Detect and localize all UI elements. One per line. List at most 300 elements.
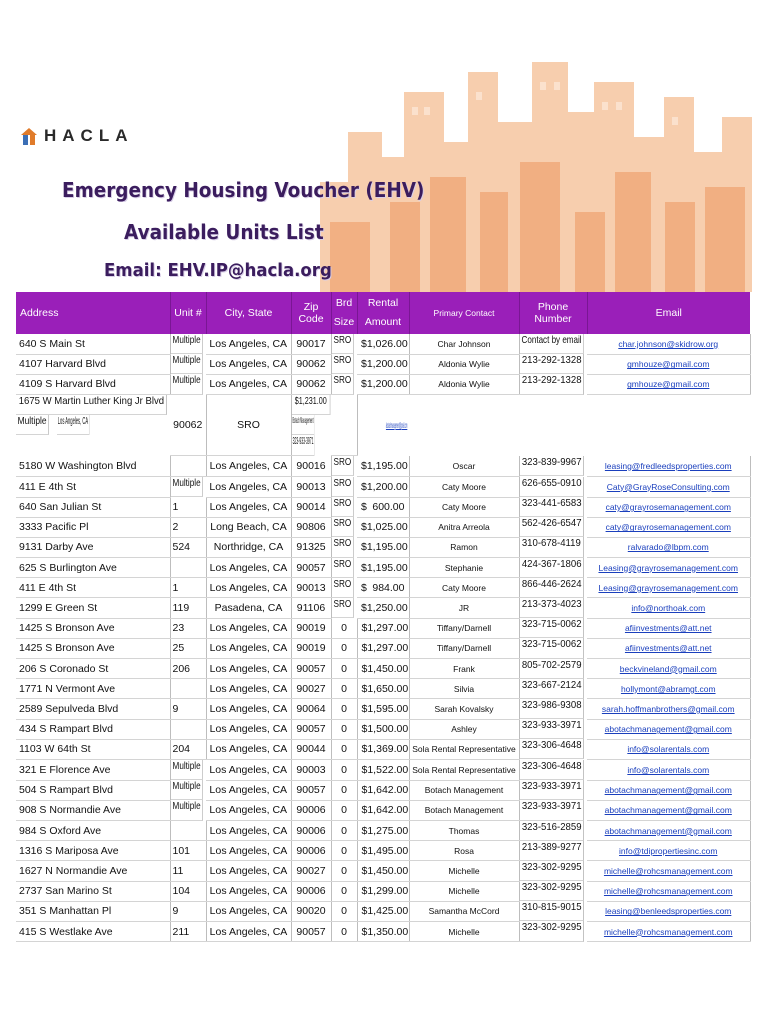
table-row: [16, 861, 750, 881]
cell-rent: [292, 395, 330, 415]
rent-value: 1,450.00: [367, 662, 409, 675]
header-zip: Zip Code: [291, 292, 331, 334]
cell-city: Los Angeles, CA: [206, 497, 291, 517]
cell-email: [587, 578, 750, 598]
rent-value: 1,195.00: [366, 459, 408, 472]
cell-phone: 310-815-9015: [520, 901, 584, 921]
cell-city: Los Angeles, CA: [57, 415, 89, 435]
currency-symbol: $: [361, 925, 368, 938]
cell-city: Los Angeles, CA: [206, 800, 291, 820]
cell-address: 4107 Harvard Blvd: [16, 354, 170, 374]
cell-rent: [357, 476, 409, 497]
cell-contact: Aldonia Wylie: [409, 374, 519, 394]
rent-value: 1,369.00: [367, 743, 409, 756]
cell-address: 984 S Oxford Ave: [16, 821, 170, 841]
cell-rent: [357, 821, 409, 841]
cell-unit: Multiple: [16, 415, 49, 435]
cell-bed-size: SRO: [332, 456, 354, 476]
cell-address: 321 E Florence Ave: [16, 759, 170, 780]
cell-phone: 323-306-4648: [520, 739, 584, 759]
cell-contact: Tiffany/Darnell: [409, 618, 519, 638]
currency-symbol: $: [361, 784, 368, 797]
currency-symbol: $: [361, 662, 368, 675]
rent-value: 1,275.00: [367, 824, 409, 837]
cell-rent: [357, 759, 409, 780]
rent-value: 1,642.00: [367, 784, 409, 797]
cell-rent: [357, 354, 409, 374]
cell-city: Los Angeles, CA: [206, 921, 291, 941]
cell-bed-size: SRO: [332, 477, 354, 497]
cell-zip: 90027: [291, 861, 331, 881]
table-row: [16, 759, 750, 780]
cell-contact: Botach Management: [292, 415, 314, 435]
cell-contact: Michelle: [409, 881, 519, 901]
cell-unit: 1: [170, 497, 206, 517]
email-link[interactable]: Leasing@grayrosemanagement.com: [598, 582, 738, 593]
table-row: [16, 598, 750, 618]
cell-rent: [357, 598, 409, 618]
currency-symbol: $: [361, 844, 368, 857]
cell-address: 415 S Westlake Ave: [16, 921, 170, 941]
email-link[interactable]: michelle@rohcsmanagement.com: [603, 886, 733, 897]
cell-zip: 90062: [170, 395, 206, 456]
cell-zip: 90003: [291, 759, 331, 780]
cell-rent: [357, 881, 409, 901]
currency-symbol: $: [361, 763, 368, 776]
email-link[interactable]: hollymont@abramgt.com: [620, 683, 716, 694]
table-row: [16, 821, 750, 841]
cell-contact: Aldonia Wylie: [409, 354, 519, 374]
cell-unit: 204: [170, 739, 206, 759]
rent-value: 1,250.00: [366, 602, 408, 615]
cell-city: Los Angeles, CA: [206, 354, 291, 374]
cell-unit: Multiple: [171, 760, 203, 780]
cell-phone: 323-306-4648: [520, 760, 584, 780]
currency-symbol: $: [361, 501, 367, 514]
title-email: Email: EHV.IP@hacla.org: [104, 260, 332, 281]
email-link[interactable]: info@solarentals.com: [627, 764, 710, 775]
cell-bed-size: 0: [331, 679, 357, 699]
header-phone: Phone Number: [519, 292, 587, 334]
cell-unit: 9: [170, 901, 206, 921]
cell-phone: Contact by email: [520, 334, 584, 354]
table-body: [16, 334, 750, 942]
cell-rent: [357, 659, 409, 679]
cell-phone: 213-373-4023: [520, 598, 584, 618]
table-row: [16, 578, 750, 598]
cell-bed-size: 0: [331, 901, 357, 921]
cell-address: 1425 S Bronson Ave: [16, 638, 170, 658]
cell-city: Los Angeles, CA: [206, 861, 291, 881]
table-row: [16, 780, 750, 800]
cell-bed-size: SRO: [332, 537, 354, 557]
email-link[interactable]: afiinvestments@att.net: [624, 623, 712, 634]
currency-symbol: $: [361, 581, 367, 594]
cell-city: Los Angeles, CA: [206, 780, 291, 800]
table-row: [16, 395, 750, 456]
currency-symbol: $: [361, 602, 367, 615]
cell-zip: 90016: [291, 456, 331, 477]
currency-symbol: $: [361, 561, 367, 574]
cell-contact: Char Johnson: [409, 334, 519, 354]
email-link[interactable]: char.johnson@skidrow.org: [618, 338, 719, 349]
currency-symbol: $: [361, 480, 367, 493]
cell-address: 1299 E Green St: [16, 598, 170, 618]
currency-symbol: $: [361, 459, 367, 472]
title-line-2: Available Units List: [124, 220, 324, 244]
cell-city: Los Angeles, CA: [206, 821, 291, 841]
table-row: [16, 537, 750, 557]
rent-value: 1,595.00: [367, 702, 409, 715]
cell-zip: 90006: [291, 841, 331, 861]
cell-rent: [357, 497, 409, 517]
cell-phone: 323-302-9295: [520, 921, 584, 941]
cell-zip: 91106: [291, 598, 331, 618]
cell-unit: [170, 558, 206, 578]
cell-bed-size: 0: [331, 821, 357, 841]
logo-text: HACLA: [44, 126, 134, 145]
cell-zip: 90014: [291, 497, 331, 517]
currency-symbol: $: [361, 702, 368, 715]
cell-bed-size: 0: [331, 861, 357, 881]
email-link[interactable]: leasing@fredleedsproperties.com: [604, 460, 732, 471]
cell-contact: Sarah Kovalsky: [409, 699, 519, 719]
cell-zip: 91325: [291, 537, 331, 557]
cell-bed-size: 0: [331, 719, 357, 739]
cell-address: 351 S Manhattan Pl: [16, 901, 170, 921]
rent-value: 600.00: [372, 501, 405, 514]
cell-rent: [357, 638, 409, 658]
cell-contact: Botach Management: [409, 780, 519, 800]
cell-unit: Multiple: [171, 374, 203, 394]
table-row: [16, 699, 750, 719]
table-row: [16, 334, 750, 354]
cell-unit: 524: [170, 537, 206, 557]
cell-city: Los Angeles, CA: [206, 679, 291, 699]
cell-email: [587, 921, 750, 941]
cell-rent: [357, 618, 409, 638]
cell-address: 640 San Julian St: [16, 497, 170, 517]
cell-zip: 90019: [291, 618, 331, 638]
table-row: [16, 719, 750, 739]
cell-city: Los Angeles, CA: [206, 901, 291, 921]
email-link[interactable]: abotachmanagement@gmail.com: [385, 419, 408, 430]
cell-email: [587, 821, 750, 841]
cell-bed-size: 0: [331, 739, 357, 759]
cell-city: Long Beach, CA: [206, 517, 291, 537]
rent-value: 1,650.00: [367, 682, 409, 695]
email-link[interactable]: leasing@benleedsproperties.com: [605, 906, 732, 917]
cell-bed-size: SRO: [206, 395, 291, 456]
cell-unit: Multiple: [171, 354, 203, 374]
table-row: [16, 476, 750, 497]
email-link[interactable]: abotachmanagement@gmail.com: [604, 785, 732, 796]
cell-city: Los Angeles, CA: [206, 881, 291, 901]
email-link[interactable]: abotachmanagement@gmail.com: [604, 825, 732, 836]
header-primary-contact: Primary Contact: [409, 292, 519, 334]
rent-value: 1,200.00: [366, 480, 408, 493]
cell-rent: [357, 780, 409, 800]
cell-contact: Caty Moore: [409, 578, 519, 598]
rent-value: 1,195.00: [366, 541, 408, 554]
cell-phone: 323-516-2859: [520, 821, 584, 841]
cell-address: 1425 S Bronson Ave: [16, 618, 170, 638]
currency-symbol: $: [361, 358, 367, 371]
cell-city: Los Angeles, CA: [206, 456, 291, 477]
email-link[interactable]: gmhouze@gmail.com: [627, 359, 710, 370]
cell-bed-size: 0: [331, 638, 357, 658]
currency-symbol: $: [361, 885, 368, 898]
cell-phone: 310-678-4119: [520, 537, 584, 557]
cell-unit: 119: [170, 598, 206, 618]
currency-symbol: $: [361, 337, 367, 350]
cell-email: [587, 374, 750, 394]
cell-zip: 90027: [291, 679, 331, 699]
email-link[interactable]: info@tdipropertiesinc.com: [619, 845, 718, 856]
rent-value: 1,642.00: [367, 804, 409, 817]
currency-symbol: $: [361, 905, 368, 918]
table-row: [16, 517, 750, 537]
cell-city: Northridge, CA: [206, 537, 291, 557]
cell-email: [587, 841, 750, 861]
cell-rent: [357, 334, 409, 354]
cell-email: [587, 517, 750, 537]
cell-email: [587, 476, 750, 497]
cell-city: Los Angeles, CA: [206, 638, 291, 658]
cell-zip: 90057: [291, 558, 331, 578]
cell-rent: [357, 537, 409, 557]
cell-contact: Samantha McCord: [409, 901, 519, 921]
cell-unit: 9: [170, 699, 206, 719]
cell-address: 4109 S Harvard Blvd: [16, 374, 170, 394]
cell-rent: [357, 699, 409, 719]
cell-email: [587, 861, 750, 881]
cell-bed-size: 0: [331, 699, 357, 719]
cell-contact: JR: [409, 598, 519, 618]
cell-unit: Multiple: [171, 477, 203, 497]
cell-bed-size: 0: [331, 921, 357, 941]
cell-email: [587, 699, 750, 719]
cell-city: Los Angeles, CA: [206, 659, 291, 679]
cell-zip: 90006: [291, 881, 331, 901]
cell-rent: [357, 719, 409, 739]
cell-phone: 323-839-9967: [520, 456, 584, 476]
email-link[interactable]: abotachmanagement@gmail.com: [604, 724, 732, 735]
cell-contact: Ramon: [409, 537, 519, 557]
table-row: [16, 921, 750, 941]
rent-value: 1,495.00: [367, 844, 409, 857]
rent-value: 1,231.00: [298, 395, 327, 408]
rent-value: 1,500.00: [367, 723, 409, 736]
cell-zip: 90057: [291, 780, 331, 800]
table-row: [16, 354, 750, 374]
table-row: [16, 374, 750, 394]
cell-city: Los Angeles, CA: [206, 759, 291, 780]
cell-email: [587, 719, 750, 739]
cell-zip: 90064: [291, 699, 331, 719]
currency-symbol: $: [361, 622, 368, 635]
cell-contact: Caty Moore: [409, 497, 519, 517]
cell-address: 504 S Rampart Blvd: [16, 780, 170, 800]
cell-bed-size: 0: [331, 780, 357, 800]
cell-unit: 25: [170, 638, 206, 658]
email-link[interactable]: michelle@rohcsmanagement.com: [603, 926, 733, 937]
currency-symbol: $: [361, 723, 368, 736]
cell-city: Pasadena, CA: [206, 598, 291, 618]
cell-address: 1627 N Normandie Ave: [16, 861, 170, 881]
cell-email: [587, 618, 750, 638]
cell-city: Los Angeles, CA: [206, 719, 291, 739]
email-link[interactable]: michelle@rohcsmanagement.com: [603, 865, 733, 876]
cell-address: 3333 Pacific Pl: [16, 517, 170, 537]
cell-contact: Michelle: [409, 861, 519, 881]
cell-bed-size: SRO: [332, 598, 354, 618]
cell-bed-size: SRO: [332, 354, 354, 374]
cell-rent: [357, 578, 409, 598]
cell-city: Los Angeles, CA: [206, 841, 291, 861]
cell-zip: 90013: [291, 578, 331, 598]
cell-unit: Multiple: [171, 334, 203, 354]
cell-address: 1771 N Vermont Ave: [16, 679, 170, 699]
cell-rent: [357, 861, 409, 881]
cell-email: [587, 558, 750, 578]
cell-zip: 90057: [291, 659, 331, 679]
cell-contact: Ashley: [409, 719, 519, 739]
email-link[interactable]: gmhouze@gmail.com: [627, 379, 710, 390]
table-row: [16, 558, 750, 578]
skyline-graphic: [320, 62, 752, 292]
rent-value: 984.00: [372, 581, 405, 594]
email-link[interactable]: abotachmanagement@gmail.com: [604, 805, 732, 816]
cell-zip: 90057: [291, 719, 331, 739]
table-row: [16, 901, 750, 921]
cell-phone: 213-292-1328: [520, 374, 584, 394]
cell-bed-size: SRO: [332, 558, 354, 578]
cell-contact: Thomas: [409, 821, 519, 841]
cell-city: Los Angeles, CA: [206, 739, 291, 759]
email-link[interactable]: sarah.hoffmanbrothers@gmail.com: [601, 703, 735, 714]
cell-contact: Rosa: [409, 841, 519, 861]
cell-phone: 424-367-1806: [520, 558, 584, 578]
email-link[interactable]: Caty@GrayRoseConsulting.com: [606, 481, 730, 492]
cell-phone: 323-933-3971: [520, 719, 584, 739]
cell-unit: 101: [170, 841, 206, 861]
email-link[interactable]: Leasing@grayrosemanagement.com: [598, 562, 738, 573]
cell-phone: 323-441-6583: [520, 497, 584, 517]
cell-bed-size: 0: [331, 618, 357, 638]
cell-contact: Frank: [409, 659, 519, 679]
cell-unit: Multiple: [171, 800, 203, 820]
table-header-row: [16, 292, 750, 334]
cell-rent: [357, 374, 409, 394]
cell-address: 411 E 4th St: [16, 476, 170, 497]
cell-contact: Anitra Arreola: [409, 517, 519, 537]
cell-phone: 805-702-2579: [520, 659, 584, 679]
cell-bed-size: SRO: [332, 578, 354, 598]
cell-contact: Silvia: [409, 679, 519, 699]
cell-email: [587, 334, 750, 354]
cell-email: [587, 497, 750, 517]
email-link[interactable]: beckvineland@gmail.com: [619, 663, 717, 674]
currency-symbol: $: [361, 804, 368, 817]
cell-phone: 323-933-3971: [520, 780, 584, 800]
email-link[interactable]: info@northoak.com: [631, 603, 706, 614]
rent-value: 1,195.00: [366, 561, 408, 574]
cell-address: 625 S Burlington Ave: [16, 558, 170, 578]
cell-email: [587, 780, 750, 800]
table-row: [16, 881, 750, 901]
cell-email: [587, 679, 750, 699]
cell-unit: 211: [170, 921, 206, 941]
cell-address: 411 E 4th St: [16, 578, 170, 598]
cell-zip: 90020: [291, 901, 331, 921]
cell-phone: 213-389-9277: [520, 841, 584, 861]
cell-unit: 11: [170, 861, 206, 881]
cell-contact: Sola Rental Representative: [409, 759, 519, 780]
cell-unit: 206: [170, 659, 206, 679]
header-rental-amount: Rental Amount: [357, 292, 409, 334]
cell-address: 434 S Rampart Blvd: [16, 719, 170, 739]
rent-value: 1,522.00: [367, 763, 409, 776]
title-line-1: Emergency Housing Voucher (EHV): [62, 178, 425, 202]
cell-email: [587, 659, 750, 679]
cell-phone: 323-302-9295: [520, 861, 584, 881]
cell-unit: 1: [170, 578, 206, 598]
rent-value: 1,425.00: [367, 905, 409, 918]
email-link[interactable]: afiinvestments@att.net: [624, 643, 712, 654]
rent-value: 1,200.00: [366, 358, 408, 371]
cell-unit: [170, 456, 206, 477]
cell-city: Los Angeles, CA: [206, 476, 291, 497]
rent-value: 1,200.00: [366, 378, 408, 391]
email-link[interactable]: ralvarado@lbpm.com: [627, 542, 709, 553]
cell-email: [587, 800, 750, 820]
cell-email: [587, 759, 750, 780]
currency-symbol: $: [361, 541, 367, 554]
cell-email: [587, 901, 750, 921]
email-link[interactable]: caty@grayrosemanagement.com: [605, 522, 731, 533]
cell-bed-size: SRO: [332, 334, 354, 354]
cell-phone: 213-292-1328: [520, 354, 584, 374]
cell-address: 5180 W Washington Blvd: [16, 456, 170, 477]
cell-bed-size: SRO: [332, 517, 354, 537]
cell-rent: [357, 901, 409, 921]
table-row: [16, 800, 750, 820]
cell-bed-size: SRO: [332, 374, 354, 394]
email-link[interactable]: info@solarentals.com: [627, 744, 710, 755]
cell-unit: [170, 679, 206, 699]
email-link[interactable]: caty@grayrosemanagement.com: [605, 502, 731, 513]
cell-unit: [170, 719, 206, 739]
cell-address: 908 S Normandie Ave: [16, 800, 170, 820]
table-row: [16, 456, 750, 477]
cell-city: Los Angeles, CA: [206, 334, 291, 354]
cell-zip: 90062: [291, 374, 331, 394]
header-address: Address: [16, 292, 170, 334]
cell-phone: 323-302-9295: [520, 881, 584, 901]
cell-email: [587, 739, 750, 759]
cell-contact: Oscar: [409, 456, 519, 477]
cell-email: [587, 598, 750, 618]
rent-value: 1,350.00: [367, 925, 409, 938]
cell-city: Los Angeles, CA: [206, 578, 291, 598]
cell-address: 1316 S Mariposa Ave: [16, 841, 170, 861]
cell-rent: [357, 679, 409, 699]
cell-contact: Tiffany/Darnell: [409, 638, 519, 658]
cell-unit: [170, 821, 206, 841]
cell-rent: [357, 841, 409, 861]
cell-zip: 90019: [291, 638, 331, 658]
